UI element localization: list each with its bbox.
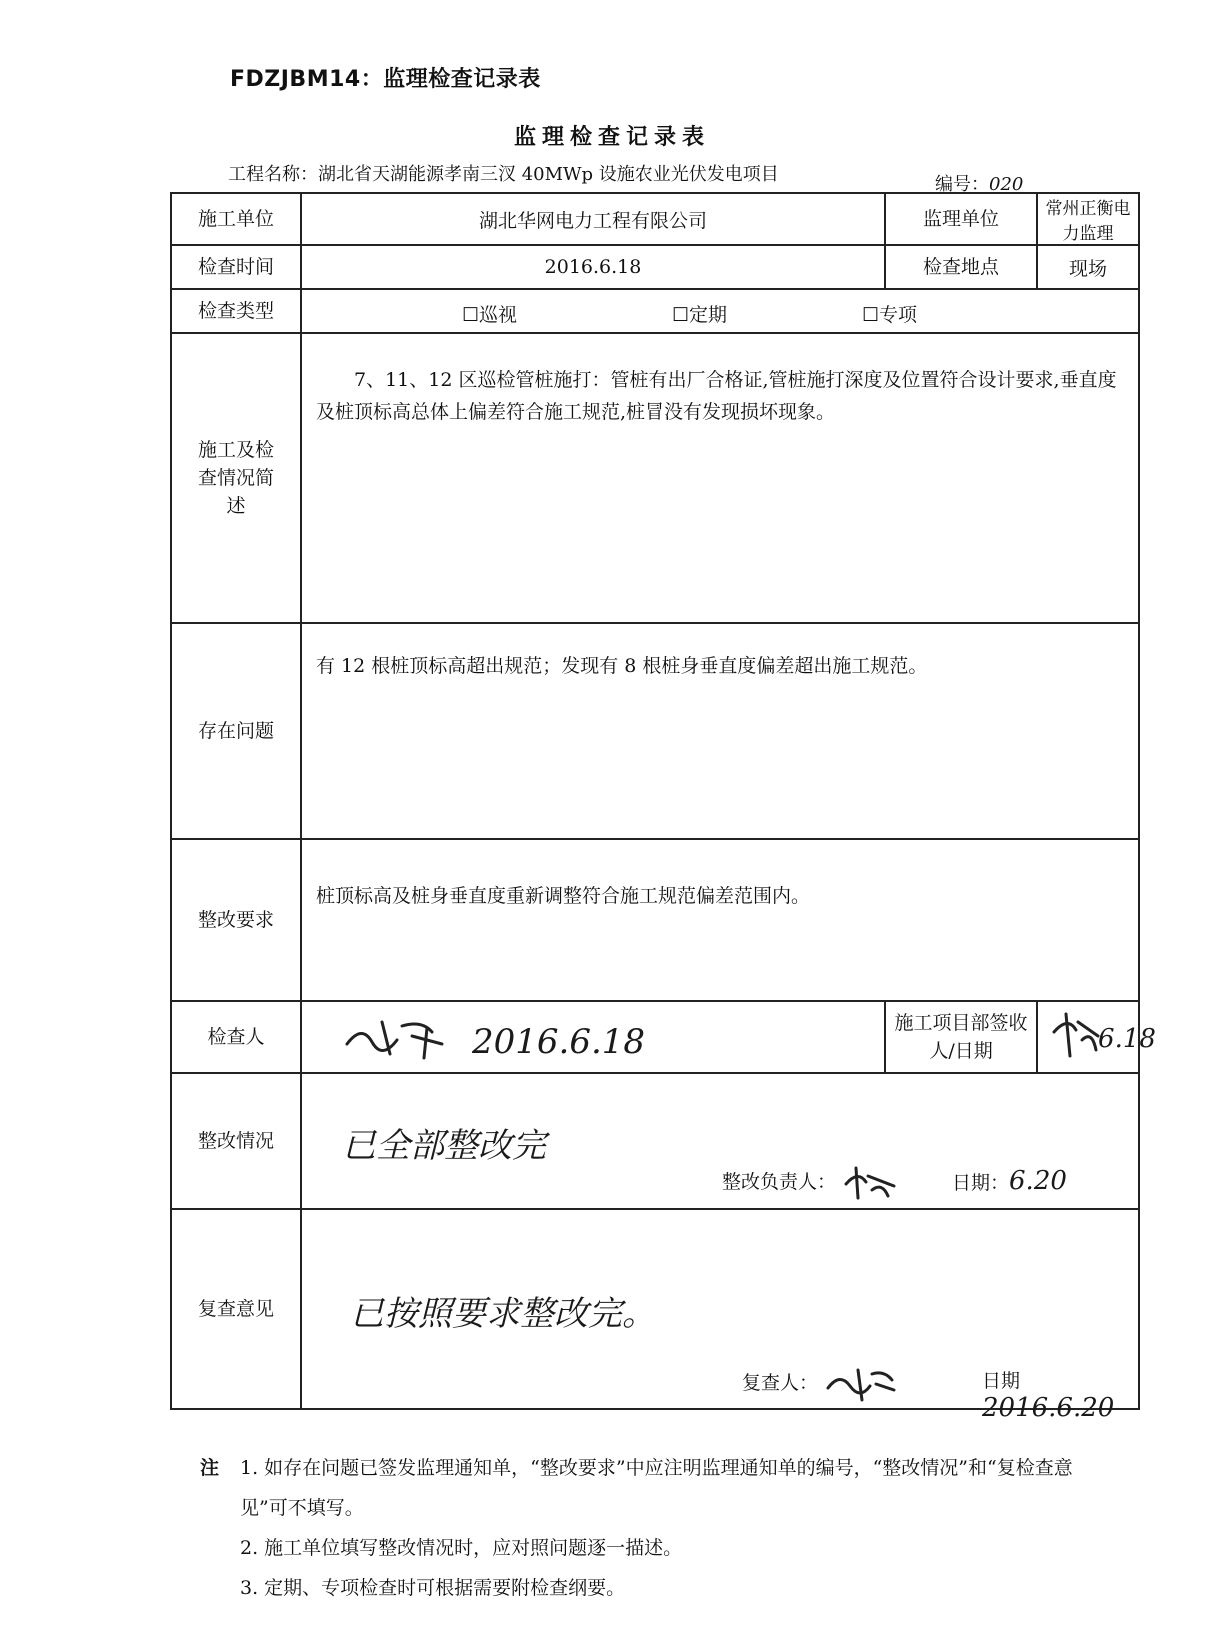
note-item	[200, 1528, 1080, 1568]
rectify-date-label: 日期：	[952, 1172, 1010, 1194]
signature-scribble	[342, 1014, 452, 1062]
review-date	[982, 1366, 1138, 1423]
rectify-owner-scribble	[842, 1166, 898, 1200]
note-item	[200, 1568, 1080, 1608]
note-text: 1. 如存在问题已签发监理通知单，“整改要求”中应注明监理通知单的编号，“整改情况”和“复检查意见”可不填写。	[240, 1457, 1073, 1519]
notes-mark: 注	[200, 1457, 220, 1479]
inspector-signature	[342, 1014, 452, 1071]
receiver-scribble	[1048, 1010, 1102, 1060]
page-title: 监理检查记录表	[513, 125, 710, 150]
serial-value: 020	[989, 174, 1024, 195]
note-text: 3. 定期、专项检查时可根据需要附检查纲要。	[240, 1577, 626, 1599]
contractor-value: 湖北华网电力工程有限公司	[301, 193, 885, 245]
rectify-status-handwriting: 已全部整改完	[342, 1126, 546, 1166]
description-label: 施工及检查情况简述	[171, 333, 301, 623]
reviewer-label: 复查人：	[742, 1372, 819, 1394]
receiver-signature	[1048, 1010, 1102, 1065]
inspector-date: 2016.6.18	[472, 1022, 646, 1062]
notes-section	[200, 1448, 1080, 1608]
type-periodic-checkbox[interactable]: ☐定期	[672, 304, 728, 326]
inspect-place-value: 现场	[1037, 245, 1139, 289]
rectify-requirement-label: 整改要求	[171, 839, 301, 1001]
rectify-status-cell	[301, 1073, 1139, 1209]
problems-text: 有 12 根桩顶标高超出规范；发现有 8 根桩身垂直度偏差超出施工规范。	[301, 623, 1139, 839]
note-text: 2. 施工单位填写整改情况时，应对照问题逐一描述。	[240, 1537, 683, 1559]
review-date-value: 2016.6.20	[982, 1393, 1115, 1423]
supervisor-value: 常州正衡电力监理	[1037, 193, 1139, 245]
project-line	[228, 160, 779, 186]
rectify-status-label: 整改情况	[171, 1073, 301, 1209]
reviewer-scribble	[824, 1366, 896, 1402]
document-code-title: FDZJBM14：监理检查记录表	[230, 67, 541, 92]
supervisor-label: 监理单位	[885, 193, 1037, 245]
inspection-record-table	[170, 192, 1156, 1423]
rectify-date	[952, 1166, 1067, 1196]
description-text: 7、11、12 区巡检管桩施打：管桩有出厂合格证,管桩施打深度及位置符合设计要求,垂直度及桩顶标高总体上偏差符合施工规范,桩冒没有发现损坏现象。	[301, 333, 1139, 623]
contractor-label: 施工单位	[171, 193, 301, 245]
inspect-type-label: 检查类型	[171, 289, 301, 333]
review-handwriting: 已按照要求整改完。	[350, 1294, 656, 1334]
inspect-time-value: 2016.6.18	[301, 245, 885, 289]
receiver-date: 6.18	[1098, 1024, 1156, 1054]
receiver-signature-cell	[1037, 1001, 1156, 1073]
inspector-label: 检查人	[171, 1001, 301, 1073]
review-date-label: 日期	[982, 1370, 1021, 1392]
project-name: 湖北省天湖能源孝南三汊 40MWp 设施农业光伏发电项目	[318, 164, 779, 185]
serial-label: 编号：	[935, 174, 989, 195]
note-item	[200, 1448, 1080, 1528]
rectify-owner-label: 整改负责人：	[722, 1171, 837, 1193]
type-patrol-checkbox[interactable]: ☐巡视	[462, 304, 518, 326]
project-label: 工程名称：	[228, 164, 318, 185]
receiver-label: 施工项目部签收人/日期	[885, 1001, 1037, 1073]
rectify-requirement-text: 桩顶标高及桩身垂直度重新调整符合施工规范偏差范围内。	[301, 839, 1139, 1001]
inspect-place-label: 检查地点	[885, 245, 1037, 289]
inspect-type-options	[301, 289, 1139, 333]
review-cell	[301, 1209, 1139, 1423]
reviewer	[742, 1366, 896, 1402]
review-label: 复查意见	[171, 1209, 301, 1409]
inspector-signature-cell	[301, 1001, 885, 1073]
rectify-owner	[722, 1166, 898, 1200]
rectify-date-value: 6.20	[1009, 1166, 1067, 1196]
problems-label: 存在问题	[171, 623, 301, 839]
type-special-checkbox[interactable]: ☐专项	[862, 304, 918, 326]
inspect-time-label: 检查时间	[171, 245, 301, 289]
